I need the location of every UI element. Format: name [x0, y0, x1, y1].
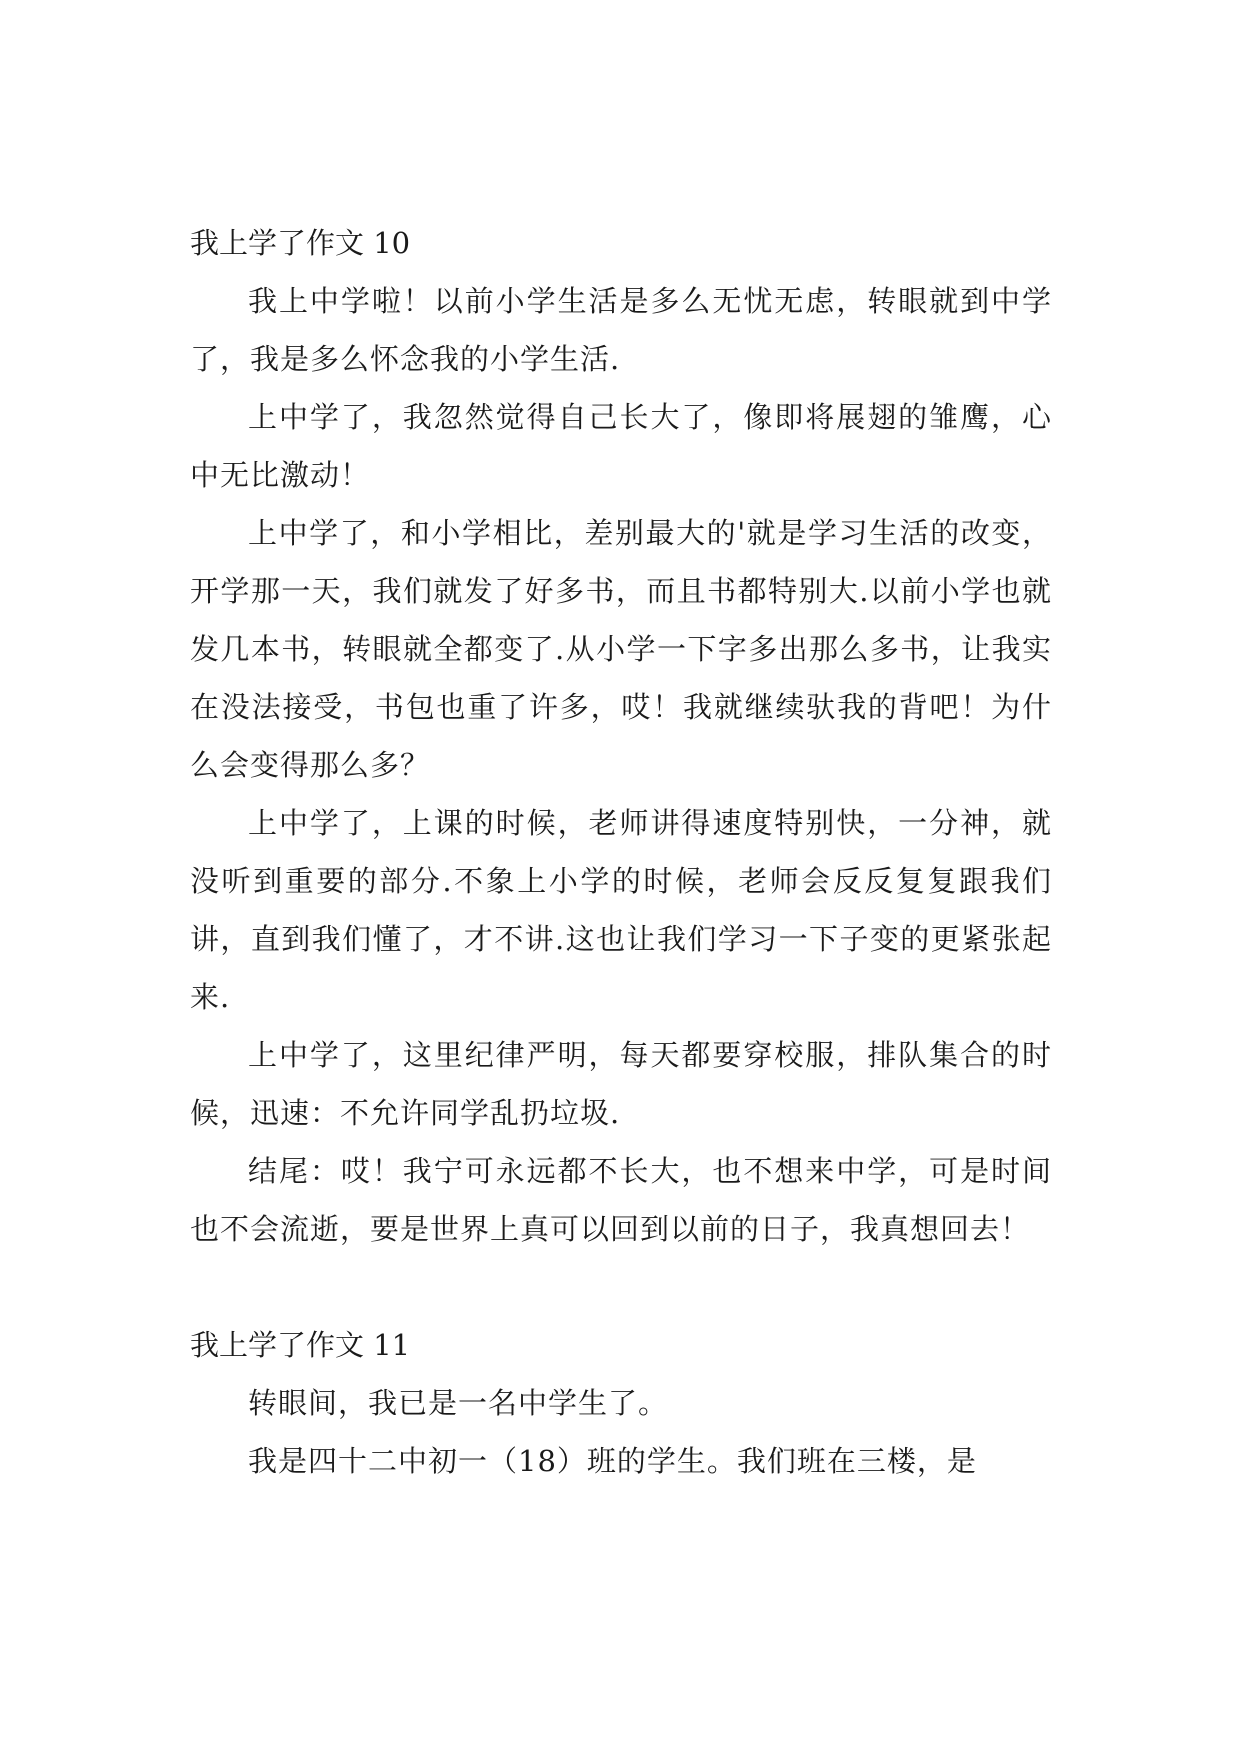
- essay-10: [190, 214, 1052, 1258]
- essay-title: 我上学了作文 10: [190, 226, 411, 260]
- paragraph: 上中学了，我忽然觉得自己长大了，像即将展翅的雏鹰，心中无比激动！: [190, 400, 1052, 492]
- paragraph: 我是四十二中初一（18）班的学生。我们班在三楼，是: [248, 1444, 977, 1478]
- paragraph: 结尾：哎！我宁可永远都不长大，也不想来中学，可是时间也不会流逝，要是世界上真可以回到以前的日子，我真想回去！: [190, 1154, 1052, 1246]
- paragraph: 我上中学啦！以前小学生活是多么无忧无虑，转眼就到中学了，我是多么怀念我的小学生活.: [190, 284, 1052, 376]
- essay-11: [190, 1316, 1052, 1490]
- paragraph: 上中学了，这里纪律严明，每天都要穿校服，排队集合的时候，迅速：不允许同学乱扔垃圾.: [190, 1038, 1052, 1130]
- paragraph: 转眼间，我已是一名中学生了。: [248, 1386, 669, 1420]
- document-page: [190, 214, 1052, 1490]
- essay-title: 我上学了作文 11: [190, 1328, 411, 1362]
- paragraph: 上中学了，和小学相比，差别最大的'就是学习生活的改变，开学那一天，我们就发了好多书，而且书都特别大.以前小学也就发几本书，转眼就全都变了.从小学一下字多出那么多书，让我实在没法接受，书包也重了许多，哎！我就继续驮我的背吧！为什么会变得那么多？: [190, 516, 1052, 782]
- section-spacer: [190, 1258, 1052, 1316]
- paragraph: 上中学了，上课的时候，老师讲得速度特别快，一分神，就没听到重要的部分.不象上小学的时候，老师会反反复复跟我们讲，直到我们懂了，才不讲.这也让我们学习一下子变的更紧张起来.: [190, 806, 1052, 1014]
